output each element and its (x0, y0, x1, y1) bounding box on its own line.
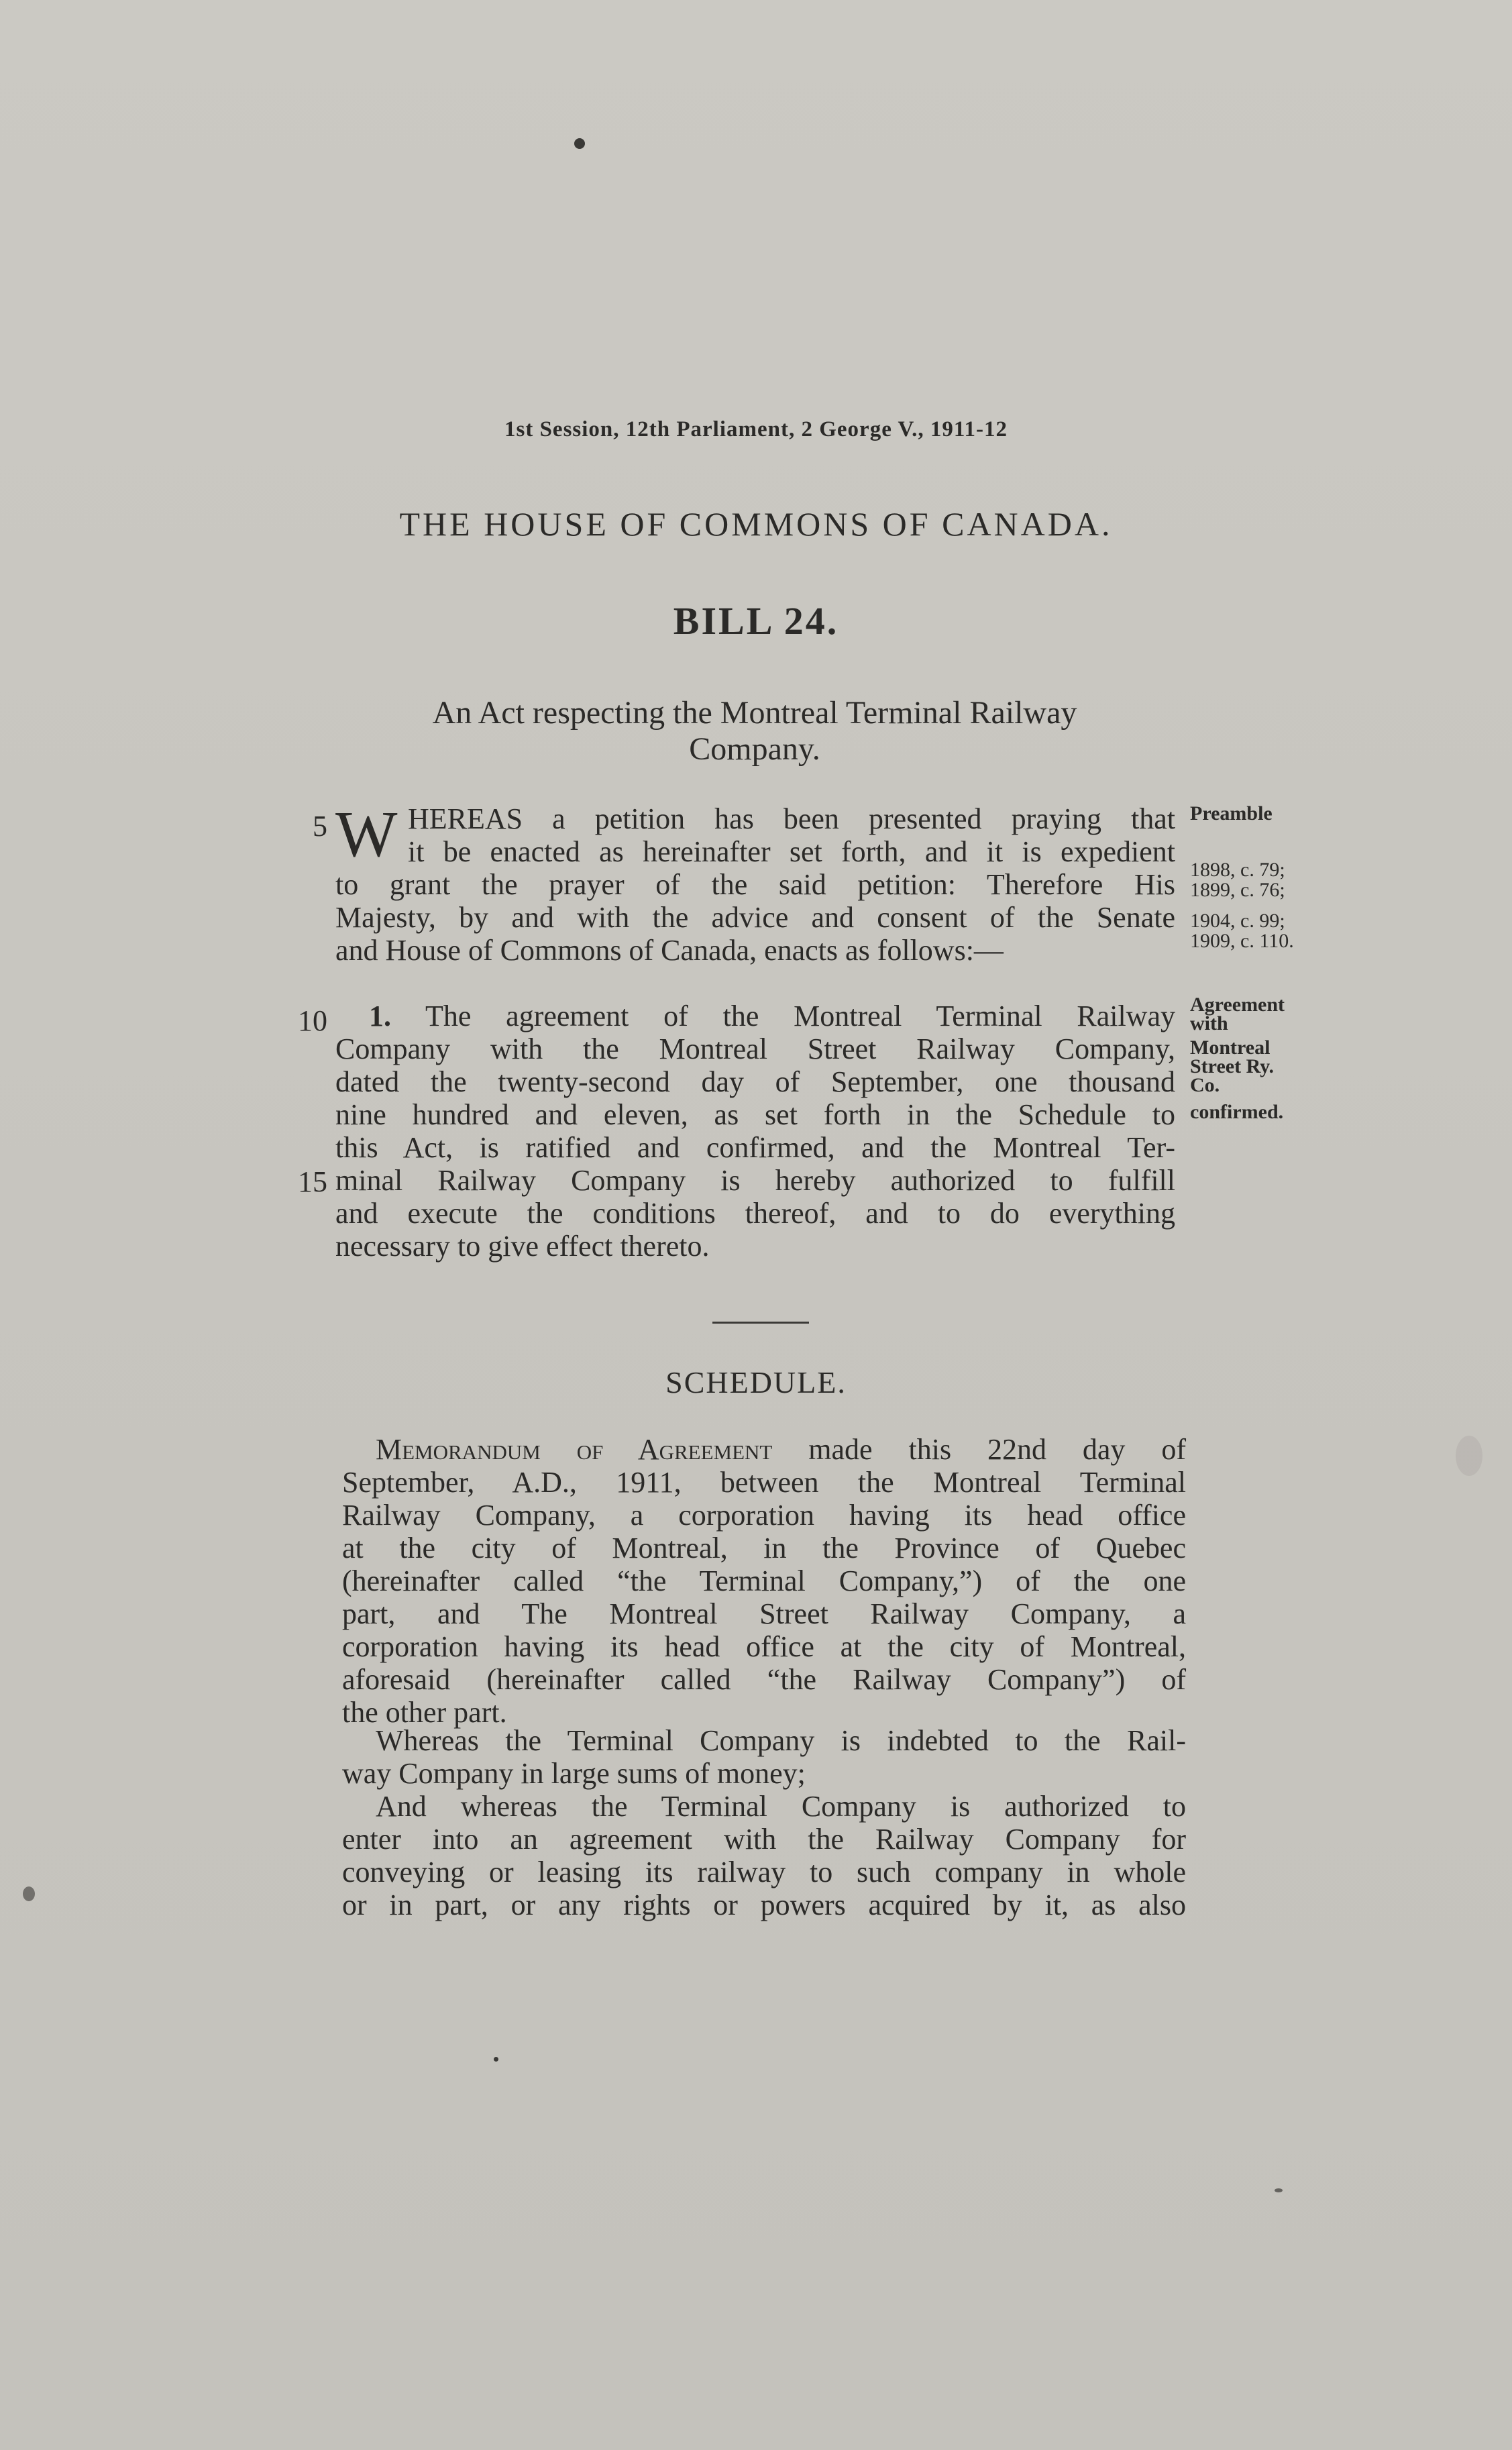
margin-note-line: Montreal (1190, 1036, 1271, 1059)
text-line: part, and The Montreal Street Railway Company, a (342, 1597, 1186, 1630)
text-line: or in part, or any rights or powers acquired by it, as also (342, 1888, 1186, 1921)
scan-speck (1456, 1436, 1482, 1476)
text-line: minal Railway Company is hereby authorized to fulfill (335, 1164, 1175, 1197)
scan-speck (23, 1886, 35, 1901)
schedule-paragraph-2 (342, 1724, 1186, 1790)
margin-note-line: with (1190, 1012, 1228, 1034)
act-title-line: Company. (689, 731, 820, 767)
margin-note-preamble: Preamble (1190, 802, 1273, 824)
scan-speck (574, 138, 585, 149)
line-number: 5 (313, 810, 327, 843)
margin-note-line: Co. (1190, 1074, 1220, 1096)
act-title-line: An Act respecting the Montreal Terminal Railway (432, 695, 1077, 731)
margin-note-agreement (1190, 996, 1285, 1122)
text-line: to grant the prayer of the said petition: Therefore His (335, 868, 1175, 901)
line-number: 15 (298, 1165, 327, 1198)
margin-refs (1190, 860, 1294, 951)
text-line: the other part. (342, 1696, 507, 1729)
preamble-paragraph (335, 798, 1175, 967)
margin-ref: 1899, c. 76; (1190, 879, 1285, 901)
margin-note-line: Agreement (1190, 994, 1285, 1016)
scan-speck (1275, 2188, 1283, 2192)
scan-speck (494, 2057, 498, 2062)
text-line: nine hundred and eleven, as set forth in the Schedule to (335, 1098, 1175, 1131)
text-line: HEREAS a petition has been presented praying that (408, 802, 1175, 835)
text-line: dated the twenty-second day of September, one thousand (335, 1065, 1175, 1098)
text-line: aforesaid (hereinafter called “the Railway Company”) of (342, 1663, 1186, 1696)
schedule-paragraph-3 (342, 1790, 1186, 1921)
text-line: necessary to give effect thereto. (335, 1230, 710, 1263)
text-line: corporation having its head office at the city of Montreal, (342, 1630, 1186, 1663)
text-fragment: made this 22nd day of (808, 1433, 1186, 1466)
text-line: Company with the Montreal Street Railway Company, (335, 1032, 1175, 1065)
text-line: way Company in large sums of money; (342, 1757, 806, 1790)
session-line: 1st Session, 12th Parliament, 2 George V., 1911-12 (504, 417, 1008, 441)
margin-ref: 1898, c. 79; (1190, 859, 1285, 881)
text-line: September, A.D., 1911, between the Montreal Terminal (342, 1466, 1186, 1499)
text-line: (hereinafter called “the Terminal Company,”) of the one (342, 1564, 1186, 1597)
margin-note-line: confirmed. (1190, 1101, 1284, 1123)
section-number: 1. (369, 1000, 391, 1032)
text-line: it be enacted as hereinafter set forth, and it is expedient (408, 835, 1175, 868)
margin-ref: 1904, c. 99; (1190, 910, 1285, 932)
schedule-heading: SCHEDULE. (665, 1365, 847, 1399)
margin-ref: 1909, c. 110. (1190, 930, 1294, 952)
text-fragment: The agreement of the Montreal Terminal Railway (425, 1000, 1175, 1032)
section-1-paragraph (335, 1000, 1175, 1263)
text-line (335, 1000, 1175, 1032)
act-title (329, 695, 1181, 767)
margin-note-line: Street Ry. (1190, 1055, 1275, 1077)
text-line: and execute the conditions thereof, and to do everything (335, 1197, 1175, 1230)
drop-cap: W (335, 798, 398, 871)
text-line: this Act, is ratified and confirmed, and the Montreal Ter- (335, 1131, 1175, 1164)
house-title: THE HOUSE OF COMMONS OF CANADA. (399, 505, 1113, 543)
bill-number: BILL 24. (673, 599, 839, 643)
text-line: And whereas the Terminal Company is authorized to (376, 1790, 1186, 1823)
schedule-paragraph-1 (342, 1433, 1186, 1729)
text-line: enter into an agreement with the Railway Company for (342, 1823, 1186, 1856)
text-line (342, 1433, 1186, 1466)
text-line: Whereas the Terminal Company is indebted to the Rail- (376, 1724, 1186, 1757)
section-divider (712, 1322, 809, 1324)
text-line: conveying or leasing its railway to such company in whole (342, 1856, 1186, 1888)
text-line: and House of Commons of Canada, enacts as follows:— (335, 934, 1004, 967)
memorandum-label: Memorandum of Agreement (376, 1433, 773, 1466)
text-line: Railway Company, a corporation having its head office (342, 1499, 1186, 1532)
line-number: 10 (298, 1004, 327, 1037)
text-line: at the city of Montreal, in the Province of Quebec (342, 1532, 1186, 1564)
text-line: Majesty, by and with the advice and consent of the Senate (335, 901, 1175, 934)
